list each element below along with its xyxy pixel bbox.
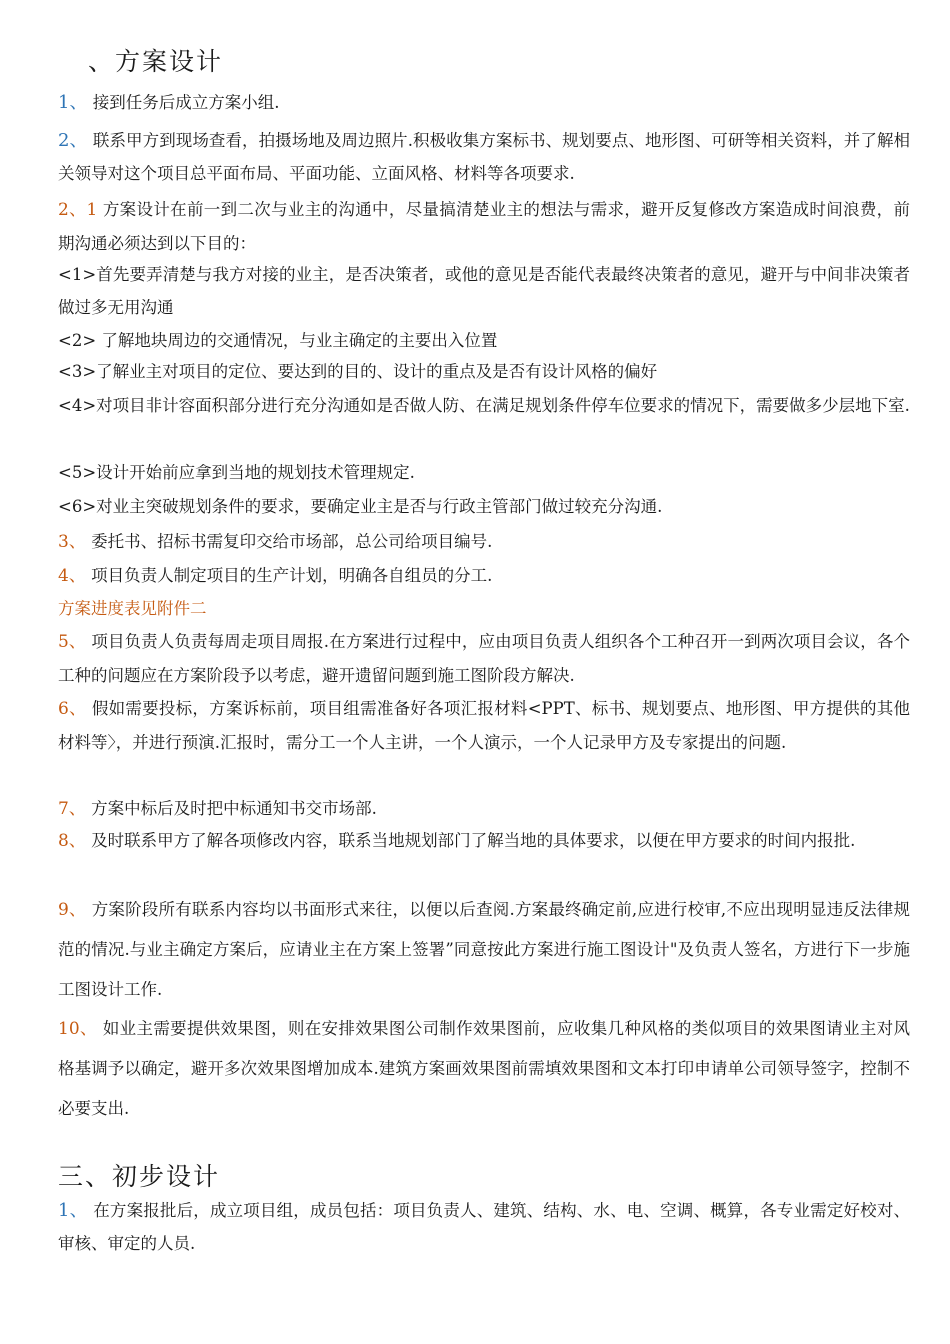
item-number: 1、 (58, 92, 88, 113)
item-number: 7、 (58, 799, 86, 819)
sub-item-5: <5>设计开始前应拿到当地的规划技术管理规定. (58, 463, 415, 482)
paragraph-item-2 (58, 124, 910, 190)
item-text: 及时联系甲方了解各项修改内容，联系当地规划部门了解当地的具体要求，以便在甲方要求的时间内报批. (91, 831, 856, 850)
item-text: 项目负责人制定项目的生产计划，明确各自组员的分工. (91, 566, 493, 585)
item-text: 接到任务后成立方案小组. (92, 93, 280, 112)
item-number: 5、 (58, 632, 87, 652)
sub-item-6: <6>对业主突破规划条件的要求，要确定业主是否与行政主管部门做过较充分沟通. (58, 497, 663, 516)
paragraph-item-9 (58, 890, 910, 1010)
item-number: 2、1 (58, 200, 98, 220)
item-number: 8、 (58, 831, 86, 851)
appendix-note: 方案进度表见附件二 (58, 599, 207, 618)
item-text: 假如需要投标，方案诉标前，项目组需准备好各项汇报材料<PPT、标书、规划要点、地形图、甲方提供的其他材料等〉，并进行预演.汇报时，需分工一个人主讲，一个人演示，一个人记录甲方及专家提出的问题. (58, 699, 910, 752)
item-number: 10、 (58, 1019, 98, 1039)
item-number: 4、 (58, 566, 86, 586)
paragraph-item-5 (58, 625, 910, 692)
item-text: 项目负责人负责每周走项目周报.在方案进行过程中，应由项目负责人组织各个工种召开一到两次项目会议，各个工种的问题应在方案阶段予以考虑，避开遗留问题到施工图阶段方解决. (58, 632, 910, 685)
paragraph-item-2-1 (58, 193, 910, 260)
item-number: 9、 (58, 900, 87, 920)
section-heading-scheme-design: 、方案设计 (88, 47, 224, 76)
item-number: 6、 (58, 699, 87, 719)
section-heading-preliminary-design: 三、初步设计 (58, 1162, 221, 1191)
sub-item-1: <1>首先要弄清楚与我方对接的业主，是否决策者，或他的意见是否能代表最终决策者的意见，避开与中间非决策者做过多无用沟通 (58, 265, 910, 317)
item-text: 如业主需要提供效果图，则在安排效果图公司制作效果图前，应收集几种风格的类似项目的效果图请业主对风格基调予以确定，避开多次效果图增加成本.建筑方案画效果图前需填效果图和文本打印申请单公司领导签字，控制不必要支出. (58, 1019, 911, 1118)
item-text: 委托书、招标书需复印交给市场部，总公司给项目编号. (91, 532, 493, 551)
paragraph-item-3 (58, 525, 910, 559)
sub-item-3: <3>了解业主对项目的定位、要达到的目的、设计的重点及是否有设计风格的偏好 (58, 362, 658, 381)
item-text: 方案中标后及时把中标通知书交市场部. (91, 799, 377, 818)
paragraph-prelim-item-1 (58, 1194, 910, 1260)
paragraph-item-10 (58, 1009, 910, 1129)
item-text: 联系甲方到现场查看，拍摄场地及周边照片.积极收集方案标书、规划要点、地形图、可研等相关资料，并了解相关领导对这个项目总平面布局、平面功能、立面风格、材料等各项要求. (58, 131, 911, 183)
sub-item-2: <2> 了解地块周边的交通情况，与业主确定的主要出入位置 (58, 331, 498, 350)
item-text: 在方案报批后，成立项目组，成员包括：项目负责人、建筑、结构、水、电、空调、概算，各专业需定好校对、审核、审定的人员. (58, 1201, 911, 1253)
item-text: 方案设计在前一到二次与业主的沟通中，尽量搞清楚业主的想法与需求，避开反复修改方案造成时间浪费，前期沟通必须达到以下目的： (58, 200, 911, 253)
paragraph-item-1 (58, 86, 910, 119)
paragraph-item-8 (58, 824, 910, 858)
paragraph-item-6 (58, 692, 910, 759)
item-text: 方案阶段所有联系内容均以书面形式来往，以便以后查阅.方案最终确定前,应进行校审,不应出现明显违反法律规范的情况.与业主确定方案后，应请业主在方案上签署”同意按此方案进行施工图设计"及负责人签名，方进行下一步施工图设计工作. (58, 900, 910, 999)
item-number: 3、 (58, 532, 86, 552)
paragraph-item-7 (58, 792, 910, 826)
item-number: 2、 (58, 130, 88, 151)
sub-item-4: <4>对项目非计容面积部分进行充分沟通如是否做人防、在满足规划条件停车位要求的情况下，需要做多少层地下室. (58, 396, 910, 415)
item-number: 1、 (58, 1200, 88, 1221)
paragraph-item-4 (58, 559, 910, 593)
